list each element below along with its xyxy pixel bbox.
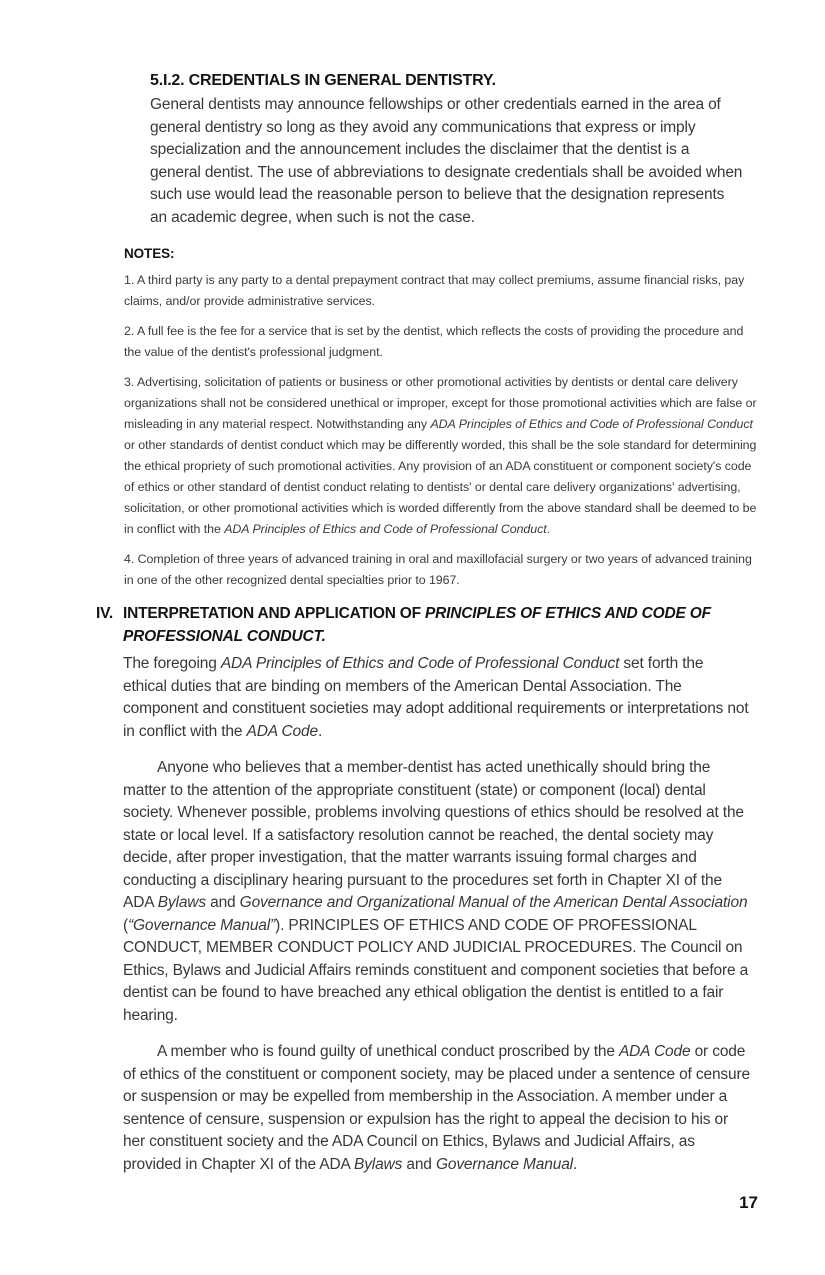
note-item-3: 3. Advertising, solicitation of patients or business or other promotional activities by dentists or dental care delivery organizations shall not be considered unethical or improper, except for those promotional activities which are false or misleading in any material respect. Notwithstanding any ADA Principles of Ethics and Code of Professional Conduct or other standards of dentist conduct which may be differently worded, this shall be the sole standard for determining the ethical propriety of such promotional activities. Any provision of an ADA constituent or component society's code of ethics or other standard of dentist conduct relating to dentists' or dental care delivery organizations' advertising, solicitation, or other promotional activities which is worded differently from the above standard shall be deemed to be in conflict with the ADA Principles of Ethics and Code of Professional Conduct. — [124, 375, 757, 536]
section-iv-paragraph-2: Anyone who believes that a member-dentist has acted unethically should bring the matter to the attention of the appropriate constituent (state) or component (local) dental society. Whenever possible, problems involving questions of ethics should be resolved at the state or local level. If a satisfactory resolution cannot be reached, the dental society may decide, after proper investigation, that the matter warrants issuing formal charges and conducting a disciplinary hearing pursuant to the procedures set forth in Chapter XI of the ADA Bylaws and Governance and Organizational Manual of the American Dental Association (“Governance Manual”). PRINCIPLES OF ETHICS AND CODE OF PROFESSIONAL CONDUCT, MEMBER CONDUCT POLICY AND JUDICIAL PROCEDURES. The Council on Ethics, Bylaws and Judicial Affairs reminds constituent and component societies that before a dentist can be found to have breached any ethical obligation the dentist is entitled to a fair hearing. — [123, 759, 749, 1024]
section-5i2 — [150, 0, 744, 229]
note-item-4: 4. Completion of three years of advanced training in oral and maxillofacial surgery or two years of advanced training in one of the other recognized dental specialties prior to 1967. — [124, 552, 752, 587]
notes-section — [124, 246, 758, 591]
section-iv-body — [123, 653, 750, 1176]
section-5i2-body: General dentists may announce fellowships or other credentials earned in the area of general dentistry so long as they avoid any communications that express or imply specialization and the announcement includes the disclaimer that the dentist is a general dentist. The use of abbreviations to designate credentials shall be avoided when such use would lead the reasonable person to believe that the designation represents an academic degree, when such is not the case. — [150, 96, 743, 226]
section-iv-title: INTERPRETATION AND APPLICATION OF PRINCIPLES OF ETHICS AND CODE OF PROFESSIONAL CONDUCT. — [123, 605, 711, 645]
notes-heading: NOTES: — [124, 246, 175, 261]
section-5i2-heading: 5.I.2. CREDENTIALS IN GENERAL DENTISTRY. — [150, 72, 496, 89]
section-iv — [96, 603, 750, 1176]
section-iv-number: IV. — [96, 605, 113, 622]
section-iv-paragraph-3: A member who is found guilty of unethical conduct proscribed by the ADA Code or code of ethics of the constituent or component society, may be placed under a sentence of censure or suspension or may be expelled from membership in the Association. A member under a sentence of censure, suspension or expulsion has the right to appeal the decision to his or her constituent society and the ADA Council on Ethics, Bylaws and Judicial Affairs, as provided in Chapter XI of the ADA Bylaws and Governance Manual. — [123, 1043, 750, 1173]
note-item-2: 2. A full fee is the fee for a service that is set by the dentist, which reflects the costs of providing the procedure and the value of the dentist's professional judgment. — [124, 324, 744, 359]
note-item-1: 1. A third party is any party to a dental prepayment contract that may collect premiums, assume financial risks, pay claims, and/or provide administrative services. — [124, 273, 745, 308]
section-iv-heading — [96, 603, 750, 648]
section-iv-paragraph-1: The foregoing ADA Principles of Ethics and Code of Professional Conduct set forth the ethical duties that are binding on members of the American Dental Association. The component and constituent societies may adopt additional requirements or interpretations not in conflict with the ADA Code. — [123, 655, 749, 740]
page-number: 17 — [739, 1193, 758, 1212]
